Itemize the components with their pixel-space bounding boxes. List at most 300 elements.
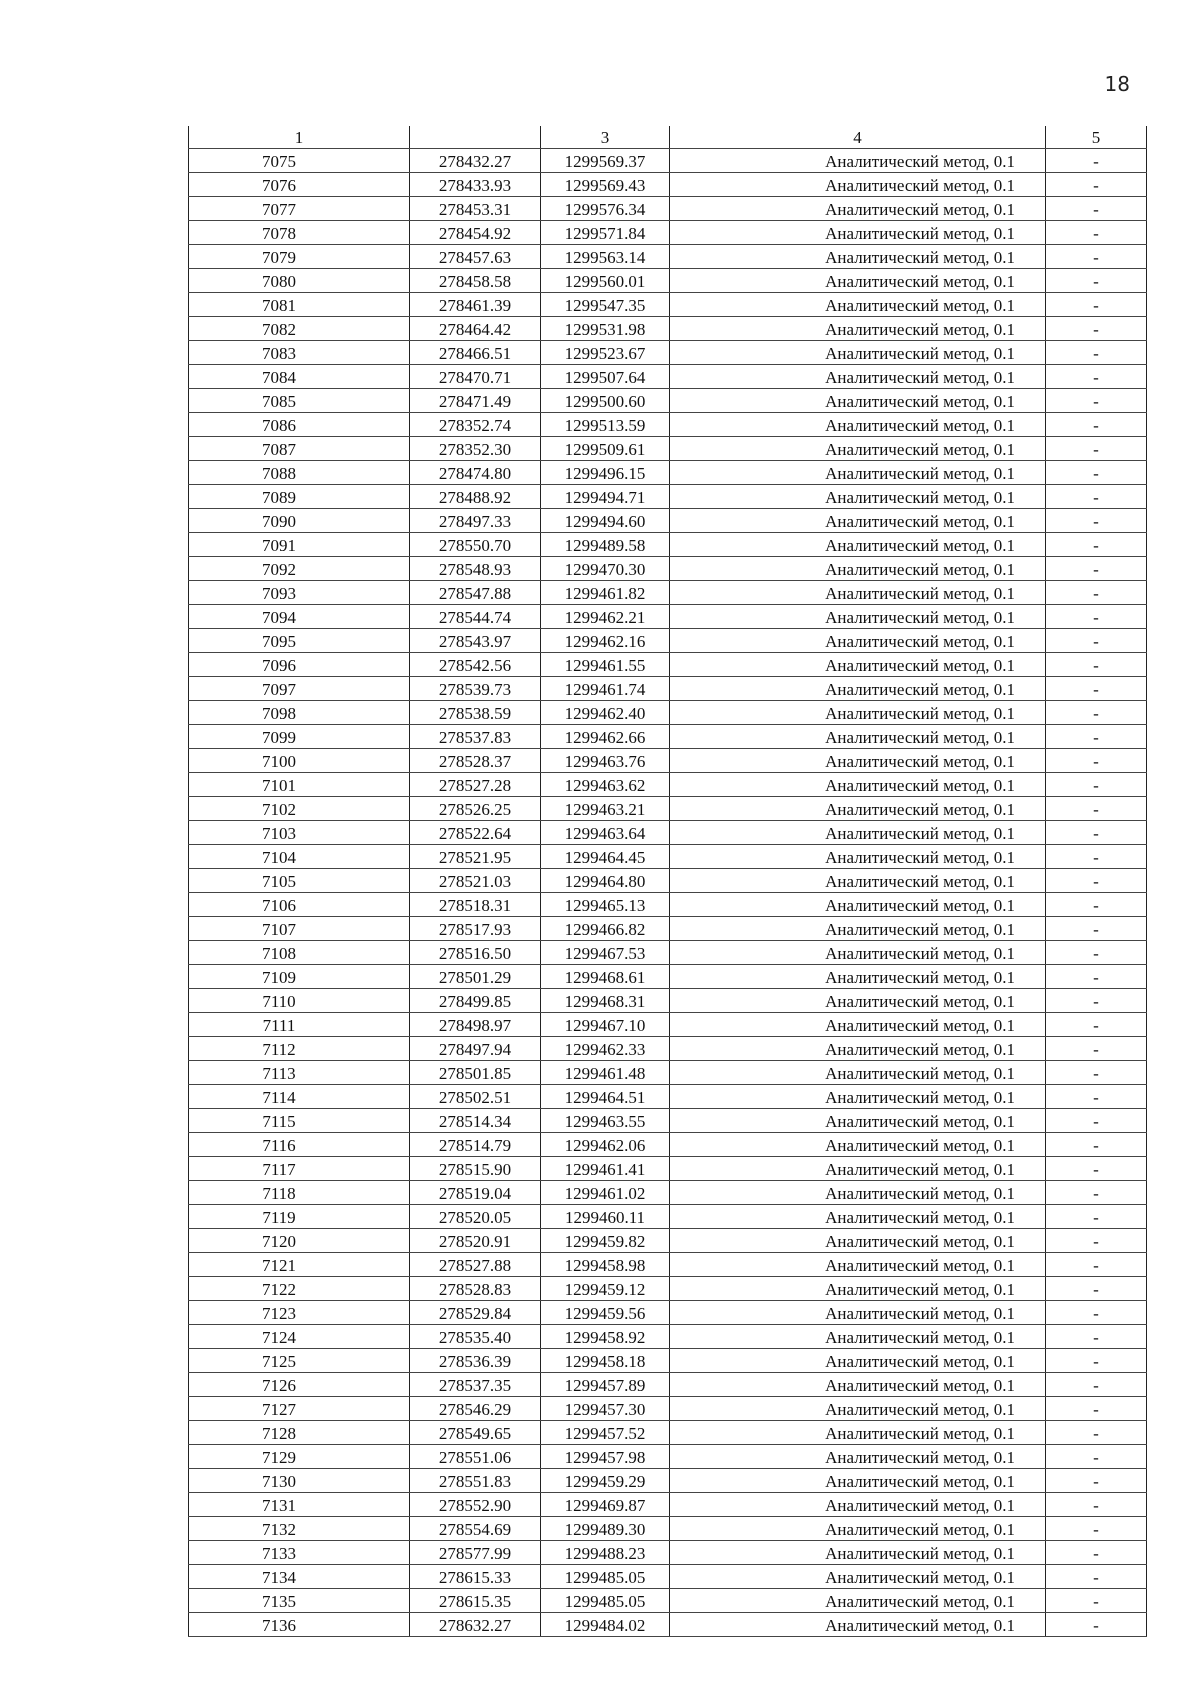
coordinate-x-cell: 278352.74: [410, 413, 541, 437]
method-accuracy-cell: Аналитический метод, 0.1: [670, 1037, 1046, 1061]
point-number-cell: 7126: [189, 1373, 410, 1397]
table-row: [189, 1253, 1147, 1277]
coordinate-x-cell: 278352.30: [410, 437, 541, 461]
coordinate-x-cell: 278522.64: [410, 821, 541, 845]
note-cell: -: [1046, 1373, 1147, 1397]
point-number-cell: 7097: [189, 677, 410, 701]
table-row: [189, 461, 1147, 485]
method-accuracy-cell: Аналитический метод, 0.1: [670, 1469, 1046, 1493]
note-cell: -: [1046, 1589, 1147, 1613]
method-accuracy-cell: Аналитический метод, 0.1: [670, 269, 1046, 293]
note-cell: -: [1046, 317, 1147, 341]
coordinate-x-cell: 278521.95: [410, 845, 541, 869]
table-row: [189, 197, 1147, 221]
note-cell: -: [1046, 653, 1147, 677]
coordinate-x-cell: 278488.92: [410, 485, 541, 509]
note-cell: -: [1046, 1277, 1147, 1301]
coordinate-y-cell: 1299560.01: [541, 269, 670, 293]
coordinate-x-cell: 278520.91: [410, 1229, 541, 1253]
coordinate-x-cell: 278518.31: [410, 893, 541, 917]
point-number-cell: 7135: [189, 1589, 410, 1613]
point-number-cell: 7127: [189, 1397, 410, 1421]
coordinate-y-cell: 1299489.30: [541, 1517, 670, 1541]
method-accuracy-cell: Аналитический метод, 0.1: [670, 389, 1046, 413]
coordinate-y-cell: 1299461.55: [541, 653, 670, 677]
note-cell: -: [1046, 917, 1147, 941]
coordinate-x-cell: 278501.29: [410, 965, 541, 989]
note-cell: -: [1046, 413, 1147, 437]
coordinate-y-cell: 1299485.05: [541, 1589, 670, 1613]
coordinate-y-cell: 1299463.64: [541, 821, 670, 845]
coordinate-x-cell: 278454.92: [410, 221, 541, 245]
coordinate-x-cell: 278499.85: [410, 989, 541, 1013]
point-number-cell: 7099: [189, 725, 410, 749]
coordinate-y-cell: 1299467.53: [541, 941, 670, 965]
table-row: [189, 1493, 1147, 1517]
note-cell: -: [1046, 941, 1147, 965]
coordinate-x-cell: 278548.93: [410, 557, 541, 581]
note-cell: -: [1046, 245, 1147, 269]
method-accuracy-cell: Аналитический метод, 0.1: [670, 1157, 1046, 1181]
coordinate-x-cell: 278471.49: [410, 389, 541, 413]
table-row: [189, 485, 1147, 509]
method-accuracy-cell: Аналитический метод, 0.1: [670, 1373, 1046, 1397]
note-cell: -: [1046, 1565, 1147, 1589]
point-number-cell: 7091: [189, 533, 410, 557]
coordinate-x-cell: 278514.34: [410, 1109, 541, 1133]
point-number-cell: 7131: [189, 1493, 410, 1517]
coordinate-x-cell: 278516.50: [410, 941, 541, 965]
point-number-cell: 7121: [189, 1253, 410, 1277]
note-cell: -: [1046, 341, 1147, 365]
method-accuracy-cell: Аналитический метод, 0.1: [670, 1253, 1046, 1277]
point-number-cell: 7100: [189, 749, 410, 773]
table-row: [189, 1589, 1147, 1613]
note-cell: -: [1046, 677, 1147, 701]
coordinate-x-cell: 278470.71: [410, 365, 541, 389]
method-accuracy-cell: Аналитический метод, 0.1: [670, 1301, 1046, 1325]
point-number-cell: 7118: [189, 1181, 410, 1205]
table-row: [189, 893, 1147, 917]
method-accuracy-cell: Аналитический метод, 0.1: [670, 989, 1046, 1013]
point-number-cell: 7124: [189, 1325, 410, 1349]
note-cell: -: [1046, 725, 1147, 749]
coordinate-x-cell: 278615.35: [410, 1589, 541, 1613]
note-cell: -: [1046, 1205, 1147, 1229]
table-row: [189, 293, 1147, 317]
point-number-cell: 7079: [189, 245, 410, 269]
method-accuracy-cell: Аналитический метод, 0.1: [670, 893, 1046, 917]
coordinate-x-cell: 278551.83: [410, 1469, 541, 1493]
note-cell: -: [1046, 269, 1147, 293]
method-accuracy-cell: Аналитический метод, 0.1: [670, 413, 1046, 437]
point-number-cell: 7098: [189, 701, 410, 725]
coordinate-x-cell: 278543.97: [410, 629, 541, 653]
page-number: 18: [1104, 72, 1130, 96]
table-body: [189, 149, 1147, 1637]
coordinate-y-cell: 1299462.21: [541, 605, 670, 629]
table-row: [189, 773, 1147, 797]
note-cell: -: [1046, 893, 1147, 917]
coordinate-y-cell: 1299462.33: [541, 1037, 670, 1061]
point-number-cell: 7083: [189, 341, 410, 365]
coordinate-y-cell: 1299464.45: [541, 845, 670, 869]
column-header-3: 3: [541, 126, 670, 149]
method-accuracy-cell: Аналитический метод, 0.1: [670, 1565, 1046, 1589]
note-cell: -: [1046, 293, 1147, 317]
note-cell: -: [1046, 1445, 1147, 1469]
method-accuracy-cell: Аналитический метод, 0.1: [670, 341, 1046, 365]
point-number-cell: 7103: [189, 821, 410, 845]
coordinate-y-cell: 1299484.02: [541, 1613, 670, 1637]
coordinate-x-cell: 278527.88: [410, 1253, 541, 1277]
table-row: [189, 1085, 1147, 1109]
table-row: [189, 1133, 1147, 1157]
coordinate-y-cell: 1299459.56: [541, 1301, 670, 1325]
coordinate-y-cell: 1299457.52: [541, 1421, 670, 1445]
point-number-cell: 7122: [189, 1277, 410, 1301]
coordinate-y-cell: 1299461.74: [541, 677, 670, 701]
note-cell: -: [1046, 701, 1147, 725]
point-number-cell: 7106: [189, 893, 410, 917]
table-row: [189, 1013, 1147, 1037]
point-number-cell: 7117: [189, 1157, 410, 1181]
point-number-cell: 7094: [189, 605, 410, 629]
point-number-cell: 7109: [189, 965, 410, 989]
coordinate-y-cell: 1299463.76: [541, 749, 670, 773]
coordinate-x-cell: 278497.33: [410, 509, 541, 533]
coordinate-x-cell: 278458.58: [410, 269, 541, 293]
method-accuracy-cell: Аналитический метод, 0.1: [670, 941, 1046, 965]
coordinate-y-cell: 1299457.30: [541, 1397, 670, 1421]
coordinate-y-cell: 1299467.10: [541, 1013, 670, 1037]
coordinate-y-cell: 1299494.71: [541, 485, 670, 509]
coordinate-y-cell: 1299458.98: [541, 1253, 670, 1277]
coordinate-y-cell: 1299531.98: [541, 317, 670, 341]
note-cell: -: [1046, 1253, 1147, 1277]
method-accuracy-cell: Аналитический метод, 0.1: [670, 485, 1046, 509]
point-number-cell: 7089: [189, 485, 410, 509]
table-row: [189, 1181, 1147, 1205]
note-cell: -: [1046, 389, 1147, 413]
note-cell: -: [1046, 1229, 1147, 1253]
point-number-cell: 7087: [189, 437, 410, 461]
point-number-cell: 7132: [189, 1517, 410, 1541]
coordinate-y-cell: 1299460.11: [541, 1205, 670, 1229]
method-accuracy-cell: Аналитический метод, 0.1: [670, 1493, 1046, 1517]
table-row: [189, 725, 1147, 749]
point-number-cell: 7101: [189, 773, 410, 797]
table-row: [189, 1325, 1147, 1349]
method-accuracy-cell: Аналитический метод, 0.1: [670, 1181, 1046, 1205]
note-cell: -: [1046, 1157, 1147, 1181]
coordinate-x-cell: 278542.56: [410, 653, 541, 677]
table-row: [189, 1277, 1147, 1301]
method-accuracy-cell: Аналитический метод, 0.1: [670, 1205, 1046, 1229]
note-cell: -: [1046, 1181, 1147, 1205]
method-accuracy-cell: Аналитический метод, 0.1: [670, 1013, 1046, 1037]
note-cell: -: [1046, 989, 1147, 1013]
note-cell: -: [1046, 173, 1147, 197]
note-cell: -: [1046, 1301, 1147, 1325]
coordinate-y-cell: 1299466.82: [541, 917, 670, 941]
coordinate-x-cell: 278432.27: [410, 149, 541, 173]
coordinate-y-cell: 1299461.02: [541, 1181, 670, 1205]
coordinate-y-cell: 1299463.21: [541, 797, 670, 821]
coordinate-y-cell: 1299462.16: [541, 629, 670, 653]
table-row: [189, 1565, 1147, 1589]
coordinate-y-cell: 1299500.60: [541, 389, 670, 413]
method-accuracy-cell: Аналитический метод, 0.1: [670, 317, 1046, 341]
coordinate-y-cell: 1299459.29: [541, 1469, 670, 1493]
coordinate-x-cell: 278501.85: [410, 1061, 541, 1085]
method-accuracy-cell: Аналитический метод, 0.1: [670, 653, 1046, 677]
coordinate-x-cell: 278552.90: [410, 1493, 541, 1517]
point-number-cell: 7088: [189, 461, 410, 485]
note-cell: -: [1046, 1061, 1147, 1085]
point-number-cell: 7130: [189, 1469, 410, 1493]
table-row: [189, 413, 1147, 437]
column-header-4: 4: [670, 126, 1046, 149]
table-row: [189, 221, 1147, 245]
table-row: [189, 701, 1147, 725]
method-accuracy-cell: Аналитический метод, 0.1: [670, 1085, 1046, 1109]
method-accuracy-cell: Аналитический метод, 0.1: [670, 797, 1046, 821]
coordinate-y-cell: 1299489.58: [541, 533, 670, 557]
point-number-cell: 7093: [189, 581, 410, 605]
note-cell: -: [1046, 437, 1147, 461]
method-accuracy-cell: Аналитический метод, 0.1: [670, 1541, 1046, 1565]
note-cell: -: [1046, 629, 1147, 653]
method-accuracy-cell: Аналитический метод, 0.1: [670, 557, 1046, 581]
coordinate-y-cell: 1299513.59: [541, 413, 670, 437]
column-header-2: [410, 126, 541, 149]
note-cell: -: [1046, 821, 1147, 845]
note-cell: -: [1046, 509, 1147, 533]
coordinate-y-cell: 1299459.82: [541, 1229, 670, 1253]
method-accuracy-cell: Аналитический метод, 0.1: [670, 869, 1046, 893]
coordinate-x-cell: 278529.84: [410, 1301, 541, 1325]
coordinate-y-cell: 1299457.89: [541, 1373, 670, 1397]
coordinate-x-cell: 278528.37: [410, 749, 541, 773]
note-cell: -: [1046, 221, 1147, 245]
method-accuracy-cell: Аналитический метод, 0.1: [670, 1325, 1046, 1349]
table-row: [189, 1613, 1147, 1637]
note-cell: -: [1046, 965, 1147, 989]
coordinate-x-cell: 278520.05: [410, 1205, 541, 1229]
method-accuracy-cell: Аналитический метод, 0.1: [670, 1445, 1046, 1469]
coordinate-y-cell: 1299576.34: [541, 197, 670, 221]
table-row: [189, 1397, 1147, 1421]
coordinate-y-cell: 1299464.80: [541, 869, 670, 893]
point-number-cell: 7114: [189, 1085, 410, 1109]
coordinate-x-cell: 278502.51: [410, 1085, 541, 1109]
table-row: [189, 629, 1147, 653]
method-accuracy-cell: Аналитический метод, 0.1: [670, 701, 1046, 725]
coordinate-y-cell: 1299463.55: [541, 1109, 670, 1133]
table-row: [189, 581, 1147, 605]
coordinate-x-cell: 278457.63: [410, 245, 541, 269]
point-number-cell: 7107: [189, 917, 410, 941]
coordinate-y-cell: 1299468.31: [541, 989, 670, 1013]
point-number-cell: 7105: [189, 869, 410, 893]
table-row: [189, 509, 1147, 533]
point-number-cell: 7082: [189, 317, 410, 341]
table-header-row: [189, 126, 1147, 149]
coordinate-y-cell: 1299462.40: [541, 701, 670, 725]
coordinate-y-cell: 1299569.37: [541, 149, 670, 173]
method-accuracy-cell: Аналитический метод, 0.1: [670, 509, 1046, 533]
table-row: [189, 605, 1147, 629]
method-accuracy-cell: Аналитический метод, 0.1: [670, 725, 1046, 749]
coordinate-x-cell: 278474.80: [410, 461, 541, 485]
method-accuracy-cell: Аналитический метод, 0.1: [670, 221, 1046, 245]
point-number-cell: 7104: [189, 845, 410, 869]
point-number-cell: 7075: [189, 149, 410, 173]
note-cell: -: [1046, 197, 1147, 221]
coordinate-x-cell: 278519.04: [410, 1181, 541, 1205]
coordinate-y-cell: 1299470.30: [541, 557, 670, 581]
point-number-cell: 7111: [189, 1013, 410, 1037]
coordinate-x-cell: 278466.51: [410, 341, 541, 365]
method-accuracy-cell: Аналитический метод, 0.1: [670, 1277, 1046, 1301]
method-accuracy-cell: Аналитический метод, 0.1: [670, 533, 1046, 557]
point-number-cell: 7123: [189, 1301, 410, 1325]
table-row: [189, 1517, 1147, 1541]
coordinate-x-cell: 278539.73: [410, 677, 541, 701]
coordinate-x-cell: 278551.06: [410, 1445, 541, 1469]
point-number-cell: 7128: [189, 1421, 410, 1445]
coordinate-x-cell: 278536.39: [410, 1349, 541, 1373]
coordinate-x-cell: 278515.90: [410, 1157, 541, 1181]
coordinate-y-cell: 1299457.98: [541, 1445, 670, 1469]
coordinate-y-cell: 1299461.48: [541, 1061, 670, 1085]
note-cell: -: [1046, 581, 1147, 605]
coordinate-y-cell: 1299494.60: [541, 509, 670, 533]
note-cell: -: [1046, 1349, 1147, 1373]
table-row: [189, 1157, 1147, 1181]
coordinate-x-cell: 278537.35: [410, 1373, 541, 1397]
point-number-cell: 7120: [189, 1229, 410, 1253]
point-number-cell: 7077: [189, 197, 410, 221]
table-row: [189, 1229, 1147, 1253]
coordinate-x-cell: 278632.27: [410, 1613, 541, 1637]
table-row: [189, 365, 1147, 389]
coordinate-x-cell: 278433.93: [410, 173, 541, 197]
table-row: [189, 1205, 1147, 1229]
note-cell: -: [1046, 773, 1147, 797]
coordinate-x-cell: 278544.74: [410, 605, 541, 629]
coordinate-y-cell: 1299463.62: [541, 773, 670, 797]
table-row: [189, 1541, 1147, 1565]
coordinate-x-cell: 278521.03: [410, 869, 541, 893]
coordinate-y-cell: 1299507.64: [541, 365, 670, 389]
coordinate-x-cell: 278498.97: [410, 1013, 541, 1037]
note-cell: -: [1046, 149, 1147, 173]
table-row: [189, 869, 1147, 893]
coordinate-x-cell: 278464.42: [410, 317, 541, 341]
point-number-cell: 7076: [189, 173, 410, 197]
point-number-cell: 7096: [189, 653, 410, 677]
table-row: [189, 245, 1147, 269]
table-row: [189, 821, 1147, 845]
note-cell: -: [1046, 1133, 1147, 1157]
note-cell: -: [1046, 1085, 1147, 1109]
note-cell: -: [1046, 1517, 1147, 1541]
coordinate-x-cell: 278538.59: [410, 701, 541, 725]
method-accuracy-cell: Аналитический метод, 0.1: [670, 1349, 1046, 1373]
table-row: [189, 1109, 1147, 1133]
point-number-cell: 7129: [189, 1445, 410, 1469]
method-accuracy-cell: Аналитический метод, 0.1: [670, 1613, 1046, 1637]
coordinate-y-cell: 1299462.06: [541, 1133, 670, 1157]
column-header-1: 1: [189, 126, 410, 149]
coordinate-y-cell: 1299485.05: [541, 1565, 670, 1589]
method-accuracy-cell: Аналитический метод, 0.1: [670, 821, 1046, 845]
table-row: [189, 269, 1147, 293]
table-row: [189, 1469, 1147, 1493]
coordinate-x-cell: 278550.70: [410, 533, 541, 557]
method-accuracy-cell: Аналитический метод, 0.1: [670, 581, 1046, 605]
note-cell: -: [1046, 605, 1147, 629]
table-row: [189, 1445, 1147, 1469]
coordinate-y-cell: 1299571.84: [541, 221, 670, 245]
method-accuracy-cell: Аналитический метод, 0.1: [670, 1397, 1046, 1421]
coordinate-y-cell: 1299461.82: [541, 581, 670, 605]
coordinate-y-cell: 1299464.51: [541, 1085, 670, 1109]
note-cell: -: [1046, 845, 1147, 869]
method-accuracy-cell: Аналитический метод, 0.1: [670, 365, 1046, 389]
coordinate-x-cell: 278535.40: [410, 1325, 541, 1349]
method-accuracy-cell: Аналитический метод, 0.1: [670, 1229, 1046, 1253]
coordinate-x-cell: 278549.65: [410, 1421, 541, 1445]
coordinate-x-cell: 278461.39: [410, 293, 541, 317]
column-header-5: 5: [1046, 126, 1147, 149]
method-accuracy-cell: Аналитический метод, 0.1: [670, 629, 1046, 653]
note-cell: -: [1046, 1493, 1147, 1517]
table-row: [189, 989, 1147, 1013]
coordinate-y-cell: 1299461.41: [541, 1157, 670, 1181]
point-number-cell: 7134: [189, 1565, 410, 1589]
coordinate-y-cell: 1299469.87: [541, 1493, 670, 1517]
point-number-cell: 7136: [189, 1613, 410, 1637]
table-row: [189, 173, 1147, 197]
coordinate-y-cell: 1299488.23: [541, 1541, 670, 1565]
note-cell: -: [1046, 533, 1147, 557]
note-cell: -: [1046, 485, 1147, 509]
method-accuracy-cell: Аналитический метод, 0.1: [670, 965, 1046, 989]
method-accuracy-cell: Аналитический метод, 0.1: [670, 677, 1046, 701]
table-row: [189, 149, 1147, 173]
table-row: [189, 653, 1147, 677]
coordinate-x-cell: 278615.33: [410, 1565, 541, 1589]
method-accuracy-cell: Аналитический метод, 0.1: [670, 293, 1046, 317]
method-accuracy-cell: Аналитический метод, 0.1: [670, 197, 1046, 221]
method-accuracy-cell: Аналитический метод, 0.1: [670, 845, 1046, 869]
method-accuracy-cell: Аналитический метод, 0.1: [670, 173, 1046, 197]
coordinate-y-cell: 1299523.67: [541, 341, 670, 365]
method-accuracy-cell: Аналитический метод, 0.1: [670, 245, 1046, 269]
coordinate-x-cell: 278514.79: [410, 1133, 541, 1157]
table-row: [189, 1061, 1147, 1085]
table-row: [189, 1421, 1147, 1445]
note-cell: -: [1046, 1037, 1147, 1061]
note-cell: -: [1046, 1541, 1147, 1565]
table-row: [189, 1301, 1147, 1325]
note-cell: -: [1046, 1109, 1147, 1133]
table-row: [189, 797, 1147, 821]
point-number-cell: 7085: [189, 389, 410, 413]
